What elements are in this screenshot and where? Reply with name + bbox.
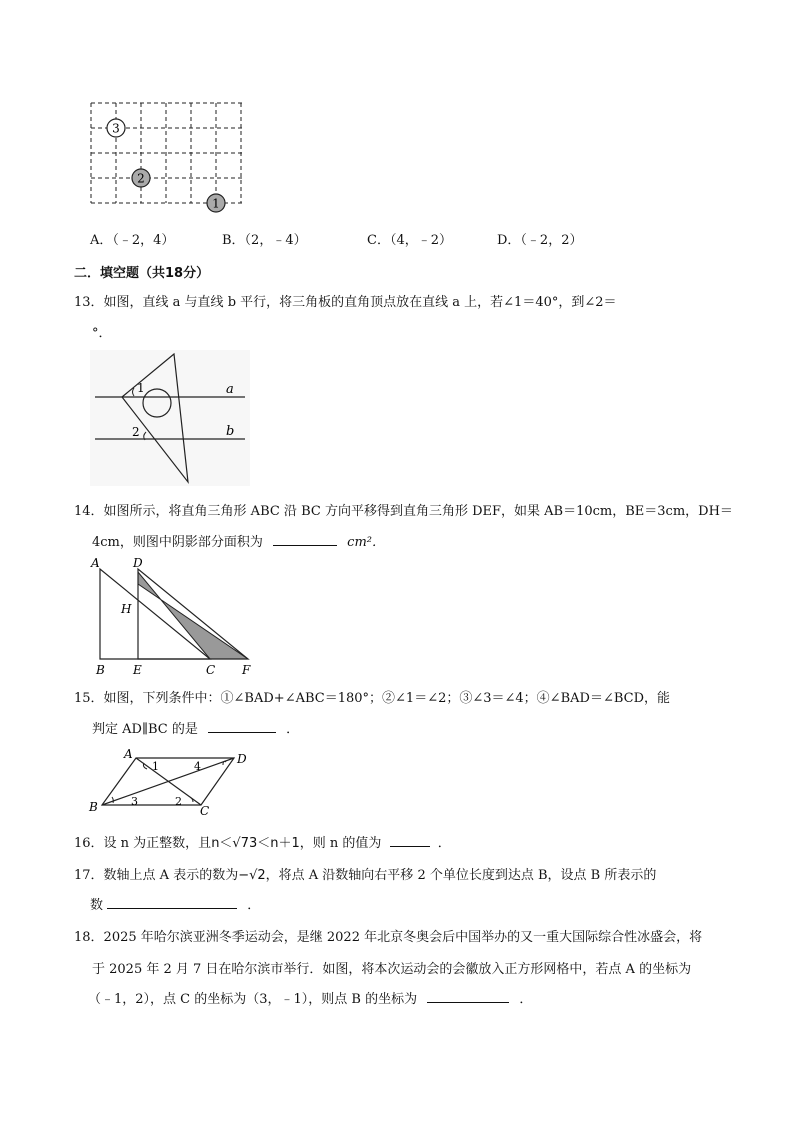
grid-figure bbox=[88, 100, 248, 216]
q18-line1: 18．2025 年哈尔滨亚洲冬季运动会，是继 2022 年北京冬奥会后中国举办的又一重大国际综合性冰盛会，将 bbox=[74, 930, 703, 945]
q18-answer-blank[interactable] bbox=[427, 990, 509, 1003]
svg-text:4: 4 bbox=[194, 760, 201, 773]
q18-end: ． bbox=[519, 992, 533, 1007]
q15-text: 判定 AD∥BC 的是 bbox=[92, 722, 198, 737]
svg-text:A: A bbox=[124, 747, 133, 761]
svg-text:b: b bbox=[226, 424, 235, 439]
svg-text:E: E bbox=[133, 663, 142, 677]
q13-line1: 13．如图，直线 a 与直线 b 平行，将三角板的直角顶点放在直线 a 上，若∠1＝40°，到∠2＝ bbox=[74, 295, 617, 310]
svg-text:2: 2 bbox=[137, 171, 145, 186]
svg-text:a: a bbox=[226, 382, 234, 397]
q14-line1: 14．如图所示，将直角三角形 ABC 沿 BC 方向平移得到直角三角形 DEF，如果 AB＝10cm，BE＝3cm，DH＝ bbox=[74, 504, 733, 519]
svg-text:1: 1 bbox=[152, 760, 159, 773]
svg-text:C: C bbox=[200, 804, 210, 815]
svg-text:D: D bbox=[133, 556, 143, 570]
q17-text3: 数 bbox=[90, 898, 104, 913]
piece-2 bbox=[132, 169, 150, 187]
q18-line2: 于 2025 年 2 月 7 日在哈尔滨市举行．如图，将本次运动会的会徽放入正方形网格中，若点 A 的坐标为 bbox=[92, 962, 692, 977]
q17-end: ． bbox=[247, 898, 261, 913]
option-c: C．（4，﹣2） bbox=[367, 233, 452, 248]
option-a: A．（﹣2，4） bbox=[90, 233, 175, 248]
svg-text:F: F bbox=[242, 663, 251, 677]
svg-text:2: 2 bbox=[175, 795, 182, 808]
q16-line bbox=[74, 832, 451, 851]
q15-line2 bbox=[92, 718, 299, 737]
q18-text: （﹣1，2），点 C 的坐标为（3，﹣1），则点 B 的坐标为 bbox=[88, 992, 418, 1007]
section-title: 二．填空题（共18分） bbox=[74, 266, 210, 281]
q15-answer-blank[interactable] bbox=[208, 720, 276, 733]
q16-answer-blank[interactable] bbox=[390, 834, 430, 847]
q13-figure bbox=[90, 350, 250, 486]
q17-line1 bbox=[74, 864, 656, 883]
svg-text:1: 1 bbox=[212, 196, 220, 211]
svg-text:1: 1 bbox=[137, 381, 145, 395]
svg-text:D: D bbox=[237, 752, 247, 766]
svg-text:2: 2 bbox=[132, 425, 140, 439]
svg-text:H: H bbox=[121, 602, 132, 616]
piece-1 bbox=[207, 194, 225, 212]
svg-text:C: C bbox=[206, 663, 216, 677]
q14-figure bbox=[88, 555, 258, 677]
svg-text:B: B bbox=[96, 663, 105, 677]
option-b: B．（2，﹣4） bbox=[222, 233, 307, 248]
q17-math: −√2 bbox=[238, 868, 266, 883]
q18-line3 bbox=[88, 988, 532, 1007]
piece-3 bbox=[107, 119, 125, 137]
q14-answer-blank[interactable] bbox=[273, 533, 337, 546]
q17-answer-blank[interactable] bbox=[107, 896, 237, 909]
q17-line2 bbox=[90, 894, 260, 913]
svg-text:A: A bbox=[91, 556, 100, 570]
option-d: D．（﹣2，2） bbox=[497, 233, 583, 248]
svg-text:3: 3 bbox=[112, 121, 120, 136]
q14-text: 4cm，则图中阴影部分面积为 bbox=[92, 535, 263, 550]
q16-text: 16．设 n 为正整数，且 bbox=[74, 836, 212, 851]
svg-text:3: 3 bbox=[131, 795, 138, 808]
q15-end: ． bbox=[286, 722, 300, 737]
q17-text1: 17．数轴上点 A 表示的数为 bbox=[74, 868, 239, 883]
q15-figure bbox=[86, 745, 256, 815]
q14-line2 bbox=[92, 531, 385, 550]
q16-end: ． bbox=[437, 836, 451, 851]
q16-mid: ，则 n 的值为 bbox=[299, 836, 382, 851]
q14-unit: cm²． bbox=[347, 535, 385, 550]
q16-math: n＜√73＜n＋1 bbox=[211, 836, 300, 851]
q15-line1: 15．如图，下列条件中：①∠BAD+∠ABC＝180°；②∠1＝∠2；③∠3＝∠4；④∠BAD＝∠BCD，能 bbox=[74, 691, 670, 706]
svg-text:B: B bbox=[89, 800, 98, 814]
q17-text2: ，将点 A 沿数轴向右平移 2 个单位长度到达点 B，设点 B 所表示的 bbox=[265, 868, 657, 883]
q13-line2: °． bbox=[92, 326, 112, 341]
